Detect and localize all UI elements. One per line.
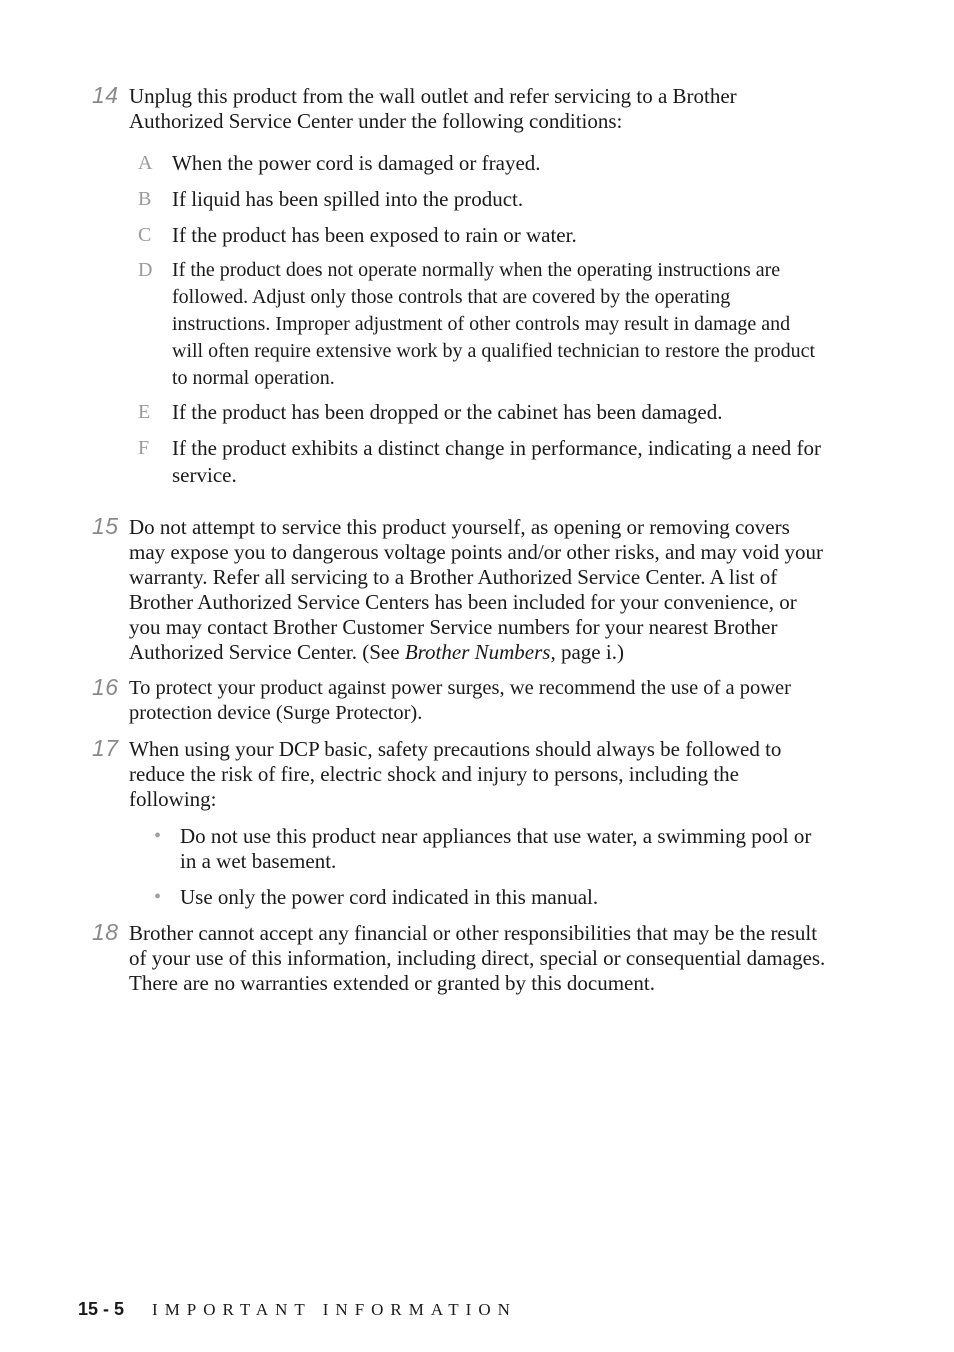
item-number: 17: [92, 735, 119, 761]
sub-item-letter: A: [138, 152, 153, 174]
sub-item-letter: B: [138, 188, 152, 210]
sub-item-text: If the product has been dropped or the cabinet has been damaged.: [172, 400, 723, 424]
sub-item-letter: E: [138, 401, 151, 423]
page-number: 15 - 5: [78, 1299, 125, 1319]
item-text-tail: , page i.): [550, 640, 624, 664]
item-text: [129, 515, 829, 665]
item-number: 16: [92, 674, 119, 700]
item-text: When using your DCP basic, safety precautions should always be followed to reduce the risk of fire, electric shock and injury to persons, including the following:: [129, 737, 782, 811]
sub-item-text: If the product does not operate normally when the operating instructions are followed. Adjust only those controls that are covered by the operating instructions. Improper adjustment of other controls may result in damage and will often require extensive work by a qualified technician to restore the product to normal operation.: [172, 259, 816, 389]
bullet-text: Do not use this product near appliances that use water, a swimming pool or in a wet basement.: [180, 824, 812, 873]
item-number: 14: [92, 82, 119, 108]
bullet-icon: •: [154, 825, 162, 847]
sub-item-text: When the power cord is damaged or frayed.: [172, 151, 541, 175]
item-number: 15: [92, 513, 119, 539]
sub-item-text: If the product exhibits a distinct change in performance, indicating a need for service.: [172, 436, 822, 487]
sub-item-letter: D: [138, 259, 153, 281]
bullet-icon: •: [154, 886, 162, 908]
bullet-text: Use only the power cord indicated in this manual.: [180, 885, 599, 909]
item-text: Unplug this product from the wall outlet and refer servicing to a Brother Authorized Service Center under the following conditions:: [129, 84, 737, 133]
sub-item-letter: F: [138, 437, 150, 459]
section-title: IMPORTANT INFORMATION: [152, 1300, 517, 1319]
item-text-body: Do not attempt to service this product yourself, as opening or removing covers may expose you to dangerous voltage points and/or other risks, and may void your warranty. Refer all servicing to a Brother Authorized Service Center. A list of Brother Authorized Service Centers has been included for your convenience, or you may contact Brother Customer Service numbers for your nearest Brother Authorized Service Center. (See: [129, 515, 824, 664]
sub-item-text: If liquid has been spilled into the product.: [172, 187, 524, 211]
item-number: 18: [92, 919, 119, 945]
page-footer: [78, 1299, 517, 1320]
sub-item-text: If the product has been exposed to rain or water.: [172, 223, 577, 247]
cross-reference: Brother Numbers: [404, 640, 551, 664]
sub-item-letter: C: [138, 224, 152, 246]
item-text: To protect your product against power surges, we recommend the use of a power protection device (Surge Protector).: [129, 677, 791, 724]
item-text: Brother cannot accept any financial or other responsibilities that may be the result of your use of this information, including direct, special or consequential damages. There are no warranties extended or granted by this document.: [129, 921, 826, 995]
